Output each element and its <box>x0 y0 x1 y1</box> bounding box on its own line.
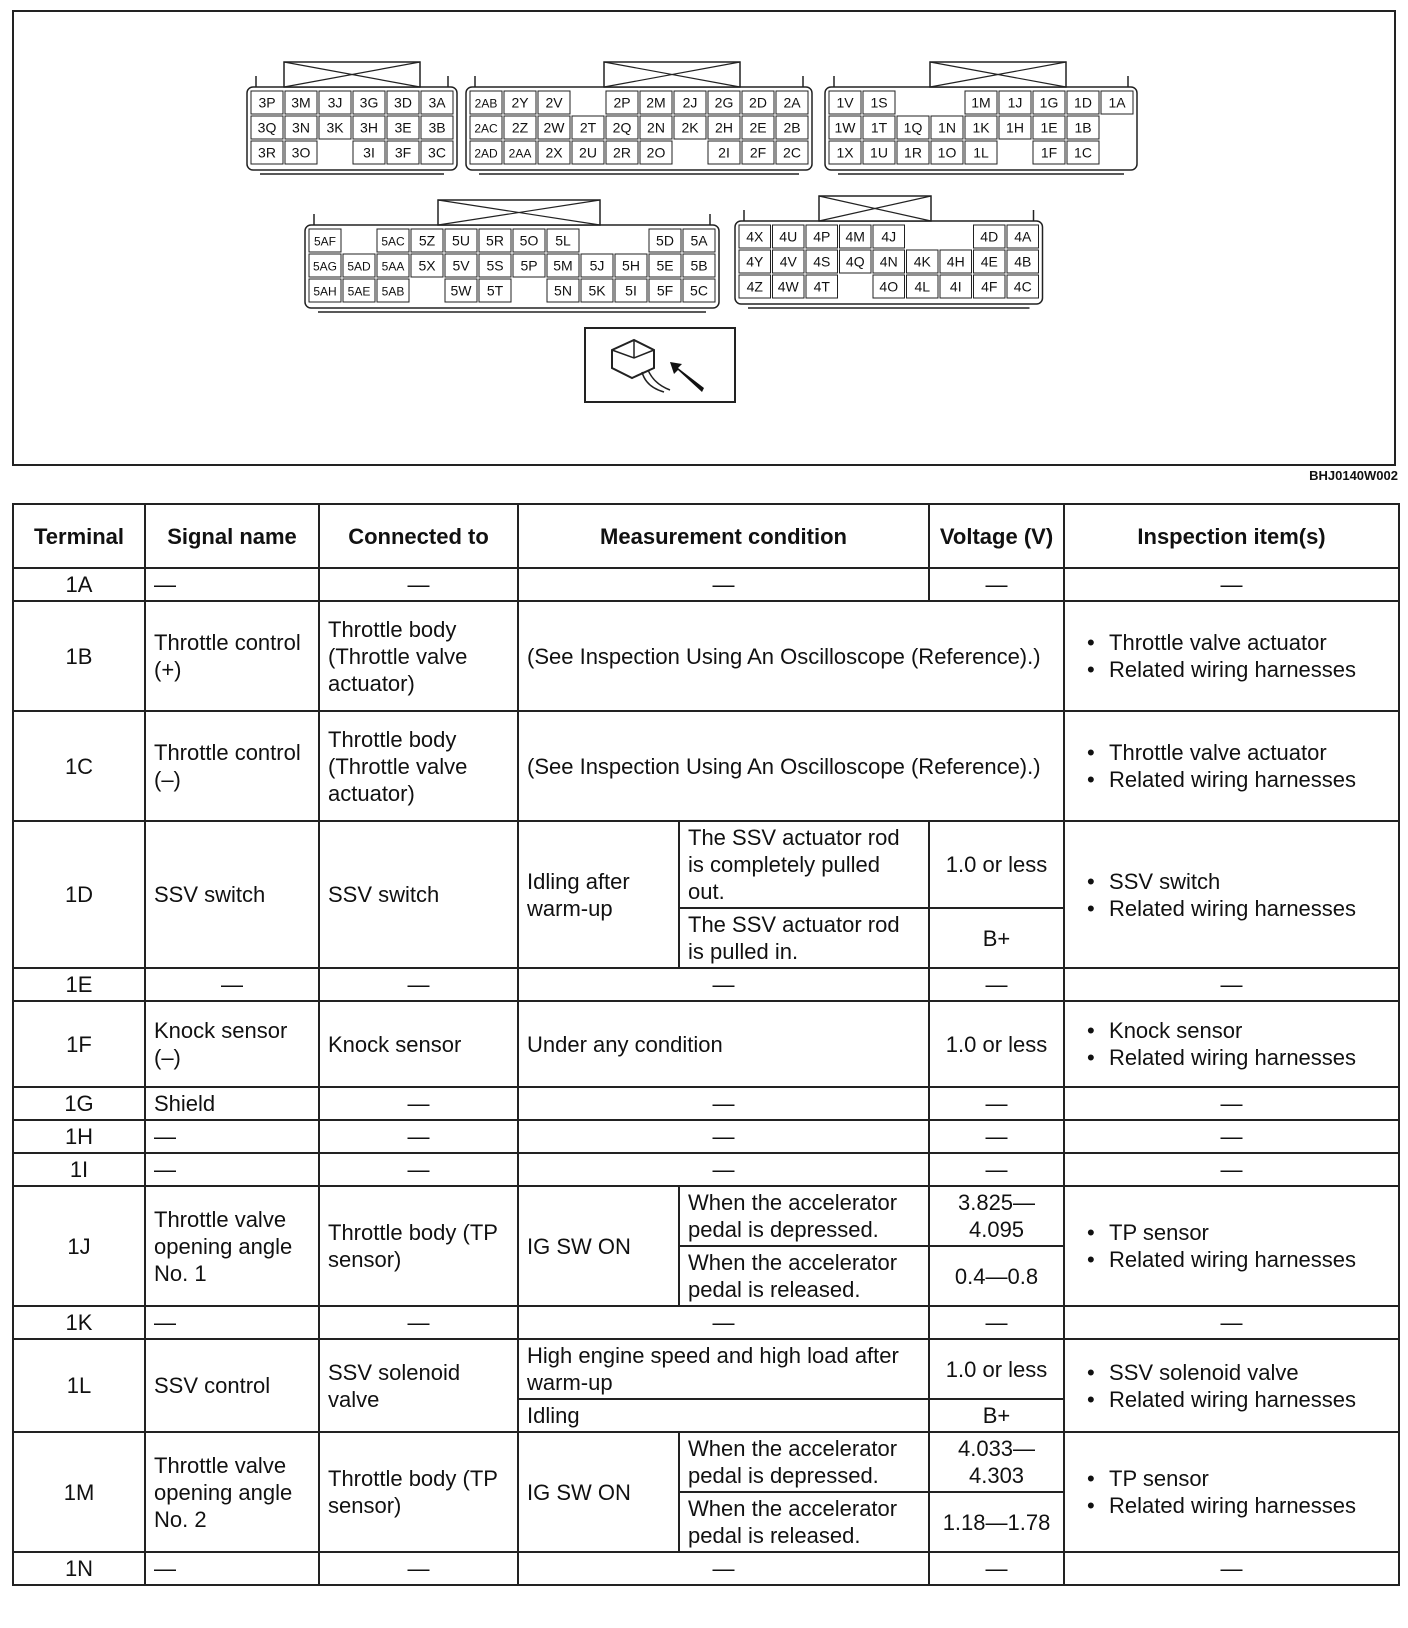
terminal-pin-label: 2E <box>749 119 767 136</box>
terminal-pin-label: 5AC <box>381 234 405 249</box>
voltage-cell: 1.18—1.78 <box>929 1492 1064 1552</box>
connected-cell: SSV switch <box>319 821 518 968</box>
inspection-cell <box>1064 711 1399 821</box>
table-row <box>13 1001 1399 1087</box>
signal-cell: SSV switch <box>145 821 319 968</box>
inspection-cell: — <box>1064 968 1399 1001</box>
connected-cell: — <box>319 968 518 1001</box>
terminal-pin-label: 5Z <box>418 232 436 249</box>
signal-cell: Knock sensor (–) <box>145 1001 319 1087</box>
header-voltage: Voltage (V) <box>929 504 1064 568</box>
inspection-cell: — <box>1064 1306 1399 1339</box>
terminal-pin-label: 3B <box>428 119 446 136</box>
inspection-cell <box>1064 601 1399 711</box>
terminal-pin-label: 5AA <box>381 259 405 274</box>
sub-condition-cell: When the accelerator pedal is released. <box>679 1246 929 1306</box>
connected-cell: Throttle body (Throttle valve actuator) <box>319 711 518 821</box>
condition-cell: Idling after warm-up <box>518 821 679 968</box>
voltage-cell: 0.4—0.8 <box>929 1246 1064 1306</box>
terminal-pin-label: 3M <box>291 94 311 111</box>
terminal-pin-label: 3Q <box>257 119 277 136</box>
inspection-cell: — <box>1064 1153 1399 1186</box>
terminal-pin-label: 1H <box>1006 119 1024 136</box>
terminal-cell: 1C <box>13 711 145 821</box>
connector-pinout-svg <box>14 12 1394 464</box>
table-row <box>13 1552 1399 1585</box>
terminal-pin-label: 5F <box>656 282 674 299</box>
terminal-pin-label: 5K <box>588 282 606 299</box>
inspection-cell <box>1064 1432 1399 1552</box>
voltage-cell: 4.033—4.303 <box>929 1432 1064 1492</box>
condition-cell: — <box>518 1552 929 1585</box>
terminal-cell: 1H <box>13 1120 145 1153</box>
terminal-pin-label: 5R <box>486 232 504 249</box>
terminal-pin-label: 1F <box>1040 144 1058 161</box>
terminal-pin-label: 3I <box>363 144 375 161</box>
terminal-pin-label: 1Q <box>903 119 923 136</box>
terminal-pin-label: 4Z <box>746 278 763 295</box>
inspection-cell: — <box>1064 1087 1399 1120</box>
terminal-pin-label: 4D <box>980 228 999 245</box>
terminal-pin-label: 3F <box>394 144 412 161</box>
terminal-pin-label: 3H <box>360 119 378 136</box>
inspection-item: • TP sensor <box>1087 1465 1390 1492</box>
connector-diagram <box>12 10 1396 466</box>
inspection-item: • Knock sensor <box>1087 1017 1390 1044</box>
inspection-cell: — <box>1064 568 1399 601</box>
connected-cell: — <box>319 1306 518 1339</box>
terminal-voltage-table <box>12 503 1400 1586</box>
terminal-cell: 1L <box>13 1339 145 1432</box>
terminal-pin-label: 3O <box>291 144 311 161</box>
terminal-pin-label: 5AF <box>313 234 337 249</box>
terminal-pin-label: 1T <box>870 119 888 136</box>
terminal-pin-label: 2X <box>545 144 563 161</box>
terminal-pin-label: 1E <box>1040 119 1058 136</box>
condition-cell: High engine speed and high load after warm-up <box>518 1339 929 1399</box>
signal-cell: Throttle control (+) <box>145 601 319 711</box>
header-terminal: Terminal <box>13 504 145 568</box>
voltage-cell: — <box>929 1087 1064 1120</box>
connected-cell: — <box>319 568 518 601</box>
inspection-item: • Throttle valve actuator <box>1087 629 1390 656</box>
terminal-pin-label: 4S <box>813 253 831 270</box>
terminal-pin-label: 1X <box>836 144 854 161</box>
terminal-pin-label: 2V <box>545 94 563 111</box>
terminal-pin-label: 2AC <box>474 121 498 136</box>
condition-cell: (See Inspection Using An Oscilloscope (Reference).) <box>518 711 1064 821</box>
terminal-pin-label: 1C <box>1074 144 1092 161</box>
terminal-pin-label: 2U <box>579 144 597 161</box>
condition-cell: — <box>518 1087 929 1120</box>
terminal-pin-label: 2W <box>543 119 565 136</box>
table-row <box>13 968 1399 1001</box>
terminal-pin-label: 3K <box>326 119 344 136</box>
voltage-cell: — <box>929 1552 1064 1585</box>
inspection-cell <box>1064 1339 1399 1432</box>
terminal-pin-label: 1W <box>834 119 856 136</box>
terminal-pin-label: 5O <box>519 232 539 249</box>
terminal-pin-label: 3E <box>394 119 412 136</box>
voltage-cell: — <box>929 1306 1064 1339</box>
header-inspection-items: Inspection item(s) <box>1064 504 1399 568</box>
terminal-pin-label: 2R <box>613 144 631 161</box>
terminal-pin-label: 4P <box>813 228 831 245</box>
terminal-pin-label: 5P <box>520 257 538 274</box>
inspection-item: • Related wiring harnesses <box>1087 1246 1390 1273</box>
connected-cell: Throttle body (Throttle valve actuator) <box>319 601 518 711</box>
terminal-cell: 1N <box>13 1552 145 1585</box>
terminal-pin-label: 4N <box>879 253 898 270</box>
inspection-cell: — <box>1064 1120 1399 1153</box>
table-row <box>13 1186 1399 1246</box>
terminal-pin-label: 2P <box>613 94 631 111</box>
terminal-cell: 1F <box>13 1001 145 1087</box>
inspection-item: • Related wiring harnesses <box>1087 1044 1390 1071</box>
terminal-pin-label: 2K <box>681 119 699 136</box>
inspection-item: • Related wiring harnesses <box>1087 1386 1390 1413</box>
terminal-cell: 1D <box>13 821 145 968</box>
terminal-pin-label: 4O <box>879 278 899 295</box>
terminal-pin-label: 5E <box>656 257 674 274</box>
terminal-pin-label: 2AB <box>474 96 498 111</box>
inspection-item: • Related wiring harnesses <box>1087 1492 1390 1519</box>
signal-cell: — <box>145 1552 319 1585</box>
condition-cell: Under any condition <box>518 1001 929 1087</box>
voltage-cell: — <box>929 1153 1064 1186</box>
terminal-pin-label: 4E <box>980 253 998 270</box>
terminal-pin-label: 1G <box>1039 94 1059 111</box>
terminal-pin-label: 5W <box>450 282 472 299</box>
signal-cell: Throttle control (–) <box>145 711 319 821</box>
terminal-pin-label: 5X <box>418 257 436 274</box>
terminal-pin-label: 3C <box>428 144 446 161</box>
sub-condition-cell: The SSV actuator rod is pulled in. <box>679 908 929 968</box>
figure-code: BHJ0140W002 <box>1309 468 1398 483</box>
terminal-pin-label: 2A <box>783 94 801 111</box>
terminal-pin-label: 5N <box>554 282 572 299</box>
voltage-cell: 1.0 or less <box>929 1339 1064 1399</box>
header-connected-to: Connected to <box>319 504 518 568</box>
inspection-item: • Related wiring harnesses <box>1087 656 1390 683</box>
signal-cell: Throttle valve opening angle No. 2 <box>145 1432 319 1552</box>
terminal-cell: 1M <box>13 1432 145 1552</box>
signal-cell: Throttle valve opening angle No. 1 <box>145 1186 319 1306</box>
signal-cell: Shield <box>145 1087 319 1120</box>
terminal-pin-label: 5AG <box>312 259 338 274</box>
connected-cell: — <box>319 1087 518 1120</box>
voltage-cell: 1.0 or less <box>929 821 1064 908</box>
voltage-cell: — <box>929 568 1064 601</box>
sub-condition-cell: The SSV actuator rod is completely pulled out. <box>679 821 929 908</box>
sub-condition-cell: When the accelerator pedal is released. <box>679 1492 929 1552</box>
terminal-pin-label: 4H <box>946 253 965 270</box>
terminal-pin-label: 4W <box>777 278 799 295</box>
terminal-pin-label: 3A <box>428 94 446 111</box>
terminal-pin-label: 2C <box>783 144 801 161</box>
inspection-item: • TP sensor <box>1087 1219 1390 1246</box>
terminal-pin-label: 1S <box>870 94 888 111</box>
header-measurement-condition: Measurement condition <box>518 504 929 568</box>
terminal-pin-label: 2AD <box>474 146 498 161</box>
terminal-pin-label: 5T <box>486 282 504 299</box>
condition-cell: — <box>518 968 929 1001</box>
connected-cell: Throttle body (TP sensor) <box>319 1186 518 1306</box>
connected-cell: — <box>319 1153 518 1186</box>
inspection-item: • Related wiring harnesses <box>1087 766 1390 793</box>
terminal-pin-label: 1M <box>971 94 991 111</box>
terminal-pin-label: 1D <box>1074 94 1092 111</box>
terminal-cell: 1K <box>13 1306 145 1339</box>
table-row <box>13 1339 1399 1399</box>
terminal-pin-label: 2I <box>718 144 730 161</box>
terminal-pin-label: 4I <box>949 278 962 295</box>
signal-cell: — <box>145 1120 319 1153</box>
inspection-item: • SSV solenoid valve <box>1087 1359 1390 1386</box>
condition-cell: Idling <box>518 1399 929 1432</box>
condition-cell: — <box>518 1306 929 1339</box>
terminal-pin-label: 2Y <box>511 94 529 111</box>
terminal-pin-label: 1K <box>972 119 990 136</box>
table-row <box>13 711 1399 821</box>
terminal-pin-label: 5A <box>690 232 708 249</box>
inspection-cell: — <box>1064 1552 1399 1585</box>
terminal-pin-label: 3G <box>359 94 379 111</box>
terminal-pin-label: 4B <box>1014 253 1032 270</box>
connected-cell: SSV solenoid valve <box>319 1339 518 1432</box>
terminal-pin-label: 1U <box>870 144 888 161</box>
voltage-cell: — <box>929 1120 1064 1153</box>
signal-cell: SSV control <box>145 1339 319 1432</box>
terminal-pin-label: 4U <box>779 228 798 245</box>
terminal-pin-label: 4V <box>779 253 797 270</box>
inspection-cell <box>1064 1186 1399 1306</box>
table-row <box>13 1120 1399 1153</box>
terminal-pin-label: 2M <box>646 94 666 111</box>
terminal-pin-label: 1N <box>938 119 956 136</box>
terminal-pin-label: 4C <box>1013 278 1032 295</box>
sub-condition-cell: When the accelerator pedal is depressed. <box>679 1432 929 1492</box>
voltage-cell: 3.825—4.095 <box>929 1186 1064 1246</box>
terminal-cell: 1G <box>13 1087 145 1120</box>
terminal-pin-label: 5AD <box>347 259 371 274</box>
terminal-pin-label: 4K <box>913 253 931 270</box>
terminal-pin-label: 2F <box>749 144 767 161</box>
terminal-cell: 1A <box>13 568 145 601</box>
terminal-pin-label: 5AH <box>313 284 337 299</box>
terminal-pin-label: 4M <box>845 228 865 245</box>
terminal-pin-label: 5I <box>625 282 637 299</box>
signal-cell: — <box>145 568 319 601</box>
terminal-cell: 1B <box>13 601 145 711</box>
terminal-pin-label: 4A <box>1014 228 1032 245</box>
terminal-pin-label: 2B <box>783 119 801 136</box>
terminal-pin-label: 1O <box>937 144 957 161</box>
terminal-pin-label: 3R <box>258 144 276 161</box>
terminal-pin-label: 2J <box>682 94 698 111</box>
condition-cell: (See Inspection Using An Oscilloscope (Reference).) <box>518 601 1064 711</box>
terminal-pin-label: 3J <box>327 94 343 111</box>
terminal-pin-label: 2T <box>579 119 597 136</box>
header-signal-name: Signal name <box>145 504 319 568</box>
terminal-pin-label: 5D <box>656 232 674 249</box>
voltage-cell: B+ <box>929 908 1064 968</box>
terminal-pin-label: 5C <box>690 282 708 299</box>
header-row <box>13 504 1399 568</box>
table-row <box>13 601 1399 711</box>
terminal-pin-label: 1R <box>904 144 922 161</box>
table-row <box>13 1153 1399 1186</box>
terminal-pin-label: 1L <box>973 144 989 161</box>
connected-cell: Throttle body (TP sensor) <box>319 1432 518 1552</box>
terminal-pin-label: 4Q <box>845 253 865 270</box>
voltage-cell: — <box>929 968 1064 1001</box>
inspection-cell <box>1064 1001 1399 1087</box>
terminal-pin-label: 5U <box>452 232 470 249</box>
terminal-pin-label: 1V <box>836 94 854 111</box>
terminal-cell: 1E <box>13 968 145 1001</box>
terminal-pin-label: 5V <box>452 257 470 274</box>
terminal-pin-label: 4X <box>746 228 764 245</box>
signal-cell: — <box>145 1306 319 1339</box>
terminal-pin-label: 2H <box>715 119 733 136</box>
table-row <box>13 1306 1399 1339</box>
table-row <box>13 1087 1399 1120</box>
inspection-cell <box>1064 821 1399 968</box>
inspection-item: • Throttle valve actuator <box>1087 739 1390 766</box>
terminal-pin-label: 4Y <box>746 253 764 270</box>
terminal-cell: 1J <box>13 1186 145 1306</box>
connected-cell: Knock sensor <box>319 1001 518 1087</box>
terminal-pin-label: 2D <box>749 94 767 111</box>
terminal-pin-label: 2O <box>646 144 666 161</box>
terminal-pin-label: 4F <box>981 278 998 295</box>
connected-cell: — <box>319 1552 518 1585</box>
condition-cell: — <box>518 1120 929 1153</box>
terminal-pin-label: 5S <box>486 257 504 274</box>
inspection-item: • Related wiring harnesses <box>1087 895 1390 922</box>
connected-cell: — <box>319 1120 518 1153</box>
terminal-pin-label: 5M <box>553 257 573 274</box>
terminal-pin-label: 4J <box>881 228 897 245</box>
terminal-pin-label: 3D <box>394 94 412 111</box>
terminal-pin-label: 4L <box>914 278 931 295</box>
terminal-pin-label: 3P <box>258 94 276 111</box>
terminal-pin-label: 1J <box>1007 94 1023 111</box>
terminal-pin-label: 5L <box>555 232 571 249</box>
terminal-pin-label: 5AE <box>347 284 371 299</box>
terminal-pin-label: 2AA <box>508 146 532 161</box>
terminal-pin-label: 2G <box>714 94 734 111</box>
terminal-pin-label: 5B <box>690 257 708 274</box>
condition-cell: IG SW ON <box>518 1186 679 1306</box>
sub-condition-cell: When the accelerator pedal is depressed. <box>679 1186 929 1246</box>
condition-cell: — <box>518 568 929 601</box>
terminal-pin-label: 2Q <box>612 119 632 136</box>
terminal-pin-label: 3N <box>292 119 310 136</box>
terminal-pin-label: 2Z <box>511 119 529 136</box>
signal-cell: — <box>145 1153 319 1186</box>
voltage-cell: B+ <box>929 1399 1064 1432</box>
table-row <box>13 568 1399 601</box>
condition-cell: IG SW ON <box>518 1432 679 1552</box>
terminal-pin-label: 5J <box>589 257 605 274</box>
terminal-cell: 1I <box>13 1153 145 1186</box>
voltage-cell: 1.0 or less <box>929 1001 1064 1087</box>
terminal-pin-label: 2N <box>647 119 665 136</box>
terminal-pin-label: 1A <box>1108 94 1126 111</box>
inspection-item: • SSV switch <box>1087 868 1390 895</box>
table-row <box>13 821 1399 908</box>
table-row <box>13 1432 1399 1492</box>
terminal-pin-label: 4T <box>813 278 830 295</box>
condition-cell: — <box>518 1153 929 1186</box>
terminal-pin-label: 5AB <box>381 284 405 299</box>
signal-cell: — <box>145 968 319 1001</box>
terminal-pin-label: 5H <box>622 257 640 274</box>
terminal-pin-label: 1B <box>1074 119 1092 136</box>
